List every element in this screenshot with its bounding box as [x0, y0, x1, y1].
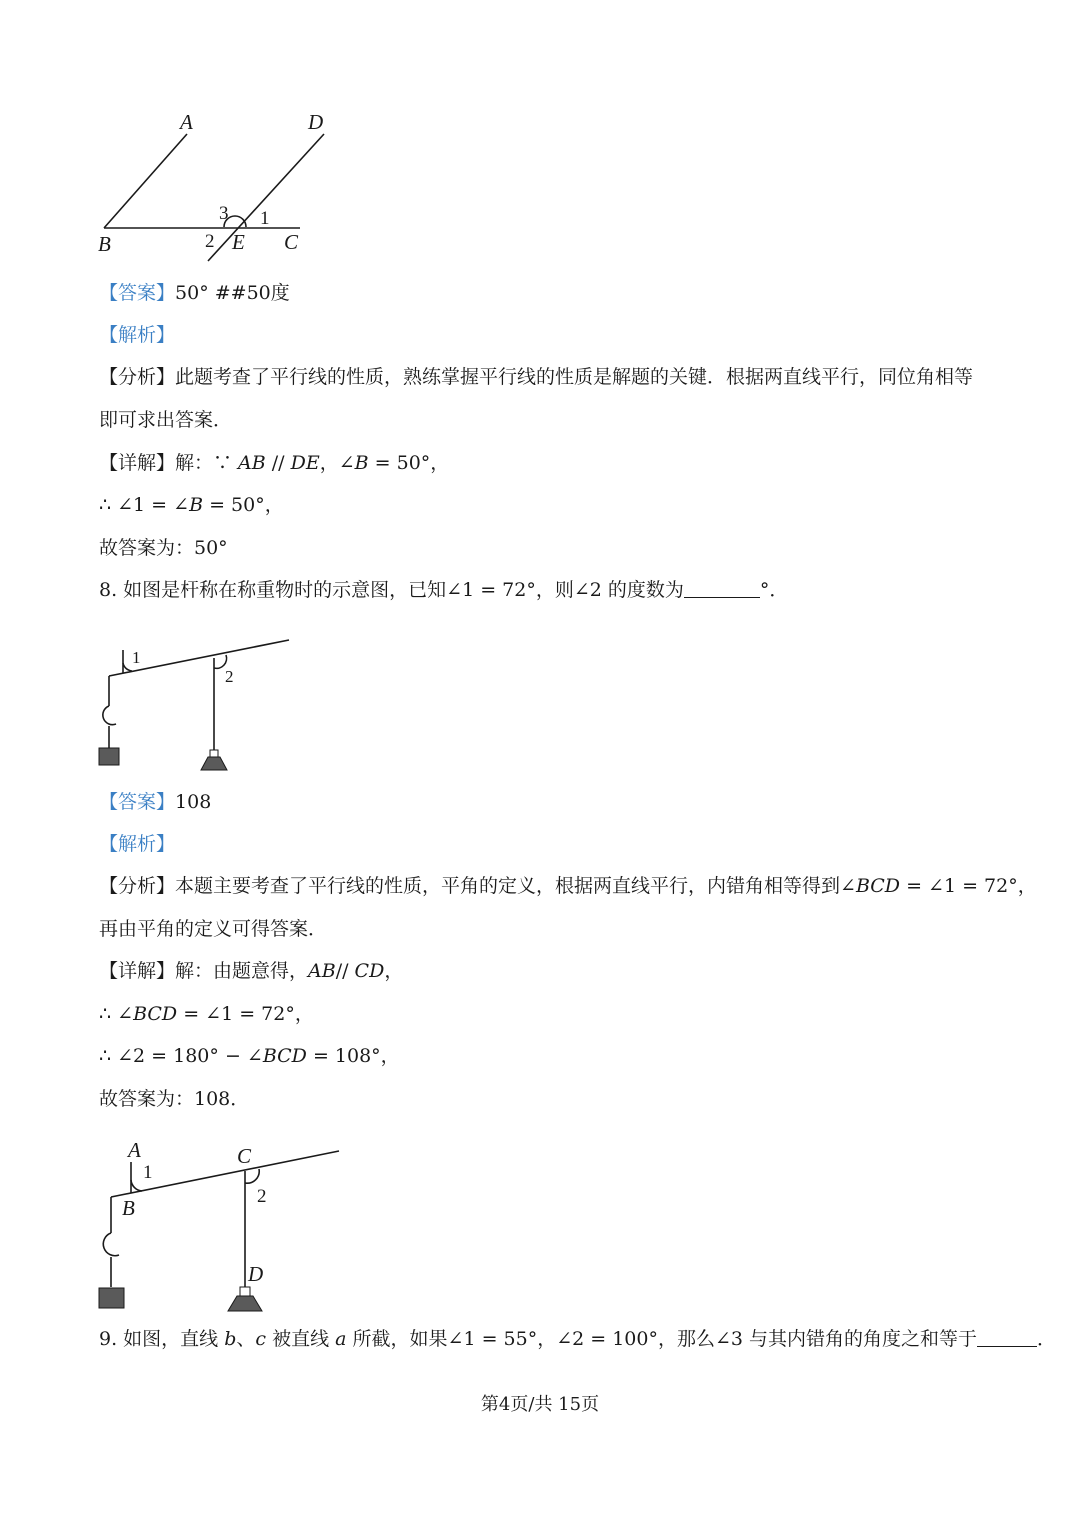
answer-value: 50° ##50度 [175, 282, 290, 304]
q7-analysis-tag: 【解析】 [99, 324, 176, 346]
figure-parallel-lines-ab-de [90, 100, 330, 270]
text: °． [759, 579, 789, 601]
label-1: 1 [260, 208, 270, 229]
text: b [224, 1328, 237, 1350]
text: = 108°， [306, 1045, 400, 1067]
text: ． [1037, 1328, 1057, 1350]
q8-step2 [99, 1043, 400, 1069]
text: = 50°， [368, 452, 450, 474]
label-2: 2 [205, 231, 215, 252]
label-b: B [122, 1196, 135, 1220]
q7-answer [99, 280, 290, 306]
counterweight-block [99, 748, 119, 765]
text: = ∠1 = 72°， [900, 875, 1037, 897]
text: = 50°， [203, 494, 284, 516]
q8-answer [99, 789, 211, 815]
text: BCD [262, 1045, 307, 1067]
label-3: 3 [219, 203, 229, 224]
q7-xiangjie [99, 450, 449, 476]
text: AB [238, 452, 266, 474]
weight-trapezoid [201, 757, 227, 770]
text: ，∠ [319, 452, 355, 474]
q8-fenxi-line2: 再由平角的定义可得答案． [99, 918, 328, 940]
text: a [335, 1328, 347, 1350]
q7-step1 [99, 492, 284, 518]
text: // [335, 960, 355, 982]
label-2: 2 [257, 1186, 267, 1207]
scale-hook-box [240, 1287, 250, 1296]
text: 【详解】解：由题意得， [99, 960, 309, 982]
q8-conclusion: 故答案为：108． [99, 1088, 250, 1110]
answer-blank [684, 579, 760, 598]
label-b: B [98, 232, 111, 256]
label-a: A [180, 110, 193, 134]
text: ∴ ∠2 = 180° − ∠ [99, 1045, 263, 1067]
weight-trapezoid [228, 1296, 262, 1311]
label-2: 2 [225, 667, 234, 686]
text: 9. 如图，直线 [99, 1328, 225, 1350]
text: BCD [855, 875, 901, 897]
text: = ∠1 = 72°， [177, 1003, 314, 1025]
label-1: 1 [132, 648, 141, 667]
label-d: D [308, 110, 324, 134]
q7-fenxi-line1: 【分析】此题考查了平行线的性质，熟练掌握平行线的性质是解题的关键．根据两直线平行，同位角相等 [99, 366, 974, 388]
text: DE [290, 452, 320, 474]
q8-step1 [99, 1001, 314, 1027]
q9-question [99, 1326, 1056, 1352]
text: ∴ ∠ [99, 1003, 134, 1025]
figure-steelyard-labeled [90, 1135, 350, 1315]
scale-hook-box [210, 750, 218, 757]
label-1: 1 [143, 1162, 153, 1183]
q8-xiangjie [99, 958, 403, 984]
text: 【详解】解：∵ [99, 452, 239, 474]
text: 被直线 [266, 1328, 336, 1350]
label-c: C [284, 230, 299, 254]
text: CD [354, 960, 385, 982]
text: BCD [133, 1003, 178, 1025]
text: AB [308, 960, 336, 982]
q8-question [99, 577, 788, 603]
text: ∴ ∠1 = ∠ [99, 494, 190, 516]
label-e: E [232, 230, 245, 254]
counterweight-block [99, 1288, 124, 1308]
answer-value: 108 [175, 791, 212, 813]
figure-steelyard [90, 630, 300, 775]
answer-tag: 【答案】 [99, 791, 176, 813]
label-d: D [248, 1262, 264, 1286]
text: 【分析】本题主要考查了平行线的性质，平角的定义，根据两直线平行，内错角相等得到∠ [99, 875, 856, 897]
label-a: A [128, 1138, 141, 1162]
q8-analysis-tag: 【解析】 [99, 833, 176, 855]
answer-tag: 【答案】 [99, 282, 176, 304]
q7-fenxi-line2: 即可求出答案． [99, 409, 233, 431]
answer-blank [977, 1328, 1037, 1347]
q8-fenxi-line1 [99, 873, 1037, 899]
text: B [189, 494, 204, 516]
text: c [255, 1328, 267, 1350]
label-c: C [237, 1144, 252, 1168]
text: 8. 如图是杆称在称重物时的示意图，已知∠1 = 72°，则∠2 的度数为 [99, 579, 684, 601]
text: // [265, 452, 291, 474]
text: ， [384, 960, 404, 982]
text: B [354, 452, 369, 474]
page-footer: 第4页/共 15页 [480, 1394, 600, 1415]
text: 所截，如果∠1 = 55°，∠2 = 100°，那么∠3 与其内错角的角度之和等于 [346, 1328, 978, 1350]
text: 、 [236, 1328, 256, 1350]
q7-conclusion: 故答案为：50° [99, 537, 228, 559]
